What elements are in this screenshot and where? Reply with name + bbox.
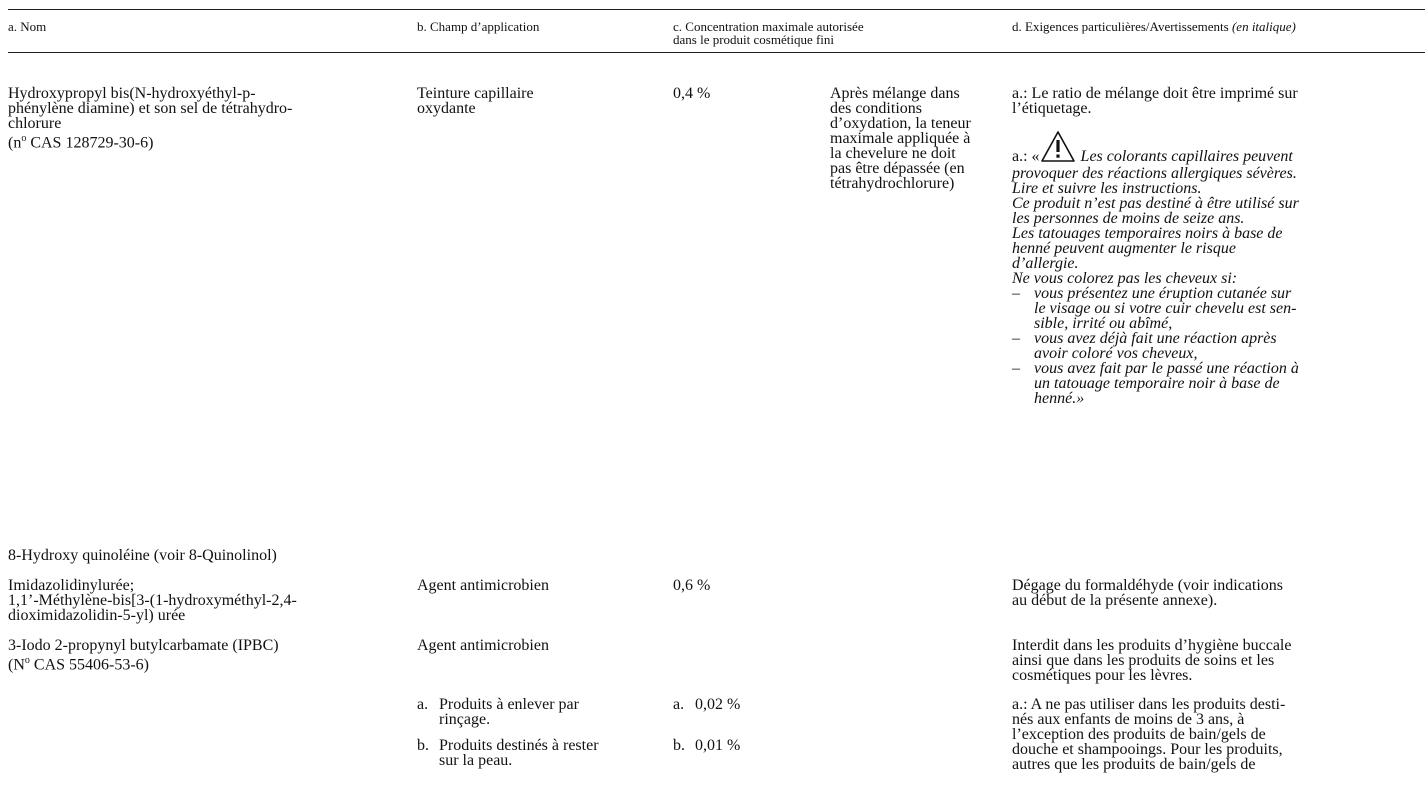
warning-triangle-icon	[1040, 130, 1076, 166]
row4-cas-number: ($N^o$ CAS 55406-53-6)	[8, 655, 149, 674]
row1-requirements: a.: Le ratio de mélange doit être imprimé sur l’étiquetage. a.: « Les colorants capillaires peuvent provoquer des réactions allergiques sévères. Lire et suivre les instructions. Ce produit n’est pas destiné à être utilisé sur les personnes de moins de seize ans. Les tatouages temporaires noirs à base de henné peuvent augmenter le risque d’allergie. Ne vous colorez pas les cheveux si: – vous présentez une éruption cutanée sur le visage ou si votre cuir chevelu est sen- sible, irrité ou abîmé, – vous avez déjà fait une réaction après avoir coloré vos cheveux, – vous avez fait par le passé une réaction à un tatouage temporaire noir à base de henné.»	[1012, 86, 1425, 406]
row4-sub-requirements: a.: A ne pas utiliser dans les produits desti- nés aux enfants de moins de 3 ans, à l’exception des produits de bain/gels de douche et shampooings. Pour les produits, autres que les produits de bain/gels de	[1012, 696, 1286, 773]
row1-name: Hydroxypropyl bis(N-hydroxyéthyl-p- phénylène diamine) et son sel de tétrahydro- chlorure ($n^o$ CAS 128729-30-6)	[8, 86, 408, 150]
header-concentration: c. Concentration maximale autorisée dans le produit cosmétique fini	[673, 19, 864, 47]
row3-concentration: 0,6 %	[673, 577, 711, 594]
header-name: a. Nom	[8, 19, 47, 34]
row4-requirements: Interdit dans les produits d’hygiène buccale ainsi que dans les produits de soins et les cosmétiques pour les lèvres.	[1012, 637, 1292, 684]
row3-field: Agent antimicrobien	[417, 577, 549, 594]
row4-field: Agent antimicrobien	[417, 637, 549, 654]
row1-cas-number: ($n^o$ CAS 128729-30-6)	[8, 133, 154, 152]
row4-sub-a-field: a. Produits à enlever par rinçage.	[417, 696, 579, 728]
row1-warning-first-line: a.: « Les colorants capillaires peuvent	[1012, 130, 1425, 166]
row4-name: 3-Iodo 2-propynyl butylcarbamate (IPBC) ($N^o$ CAS 55406-53-6)	[8, 638, 408, 672]
row1-field: Teinture capillaire oxydante	[417, 85, 534, 117]
header-field: b. Champ d’application	[417, 19, 540, 34]
row4-sub-b-field: b. Produits destinés à rester sur la peau.	[417, 737, 599, 769]
row1-concentration: 0,4 %	[673, 85, 711, 102]
row3-requirements: Dégage du formaldéhyde (voir indications au début de la présente annexe).	[1012, 577, 1284, 609]
row1-other-conditions: Après mélange dans des conditions d’oxydation, la teneur maximale appliquée à la chevelure ne doit pas être dépassée (en tétrahydrochlorure)	[830, 85, 971, 192]
header-italic-note: (en italique)	[1231, 19, 1296, 34]
row4-sub-b-concentration: b. 0,01 %	[673, 737, 741, 754]
header-requirements: d. Exigences particulières/Avertissements (en italique)	[1012, 19, 1296, 34]
warning-bullet-item: – vous avez déjà fait une réaction après avoir coloré vos cheveux,	[1012, 330, 1277, 362]
warning-bullet-item: – vous avez fait par le passé une réaction à un tatouage temporaire noir à base de henné.»	[1012, 360, 1299, 407]
table-top-rule	[8, 9, 1425, 10]
row2-name: 8-Hydroxy quinoléine (voir 8-Quinolinol)	[8, 547, 277, 564]
row3-name: Imidazolidinylurée; 1,1’-Méthylène-bis[3-(1-hydroxyméthyl-2,4- dioximidazolidin-5-yl) urée	[8, 577, 297, 624]
header-bottom-rule	[8, 52, 1425, 53]
row4-sub-a-concentration: a. 0,02 %	[673, 696, 741, 713]
warning-bullet-item: – vous présentez une éruption cutanée sur le visage ou si votre cuir chevelu est sen- sible, irrité ou abîmé,	[1012, 285, 1297, 332]
